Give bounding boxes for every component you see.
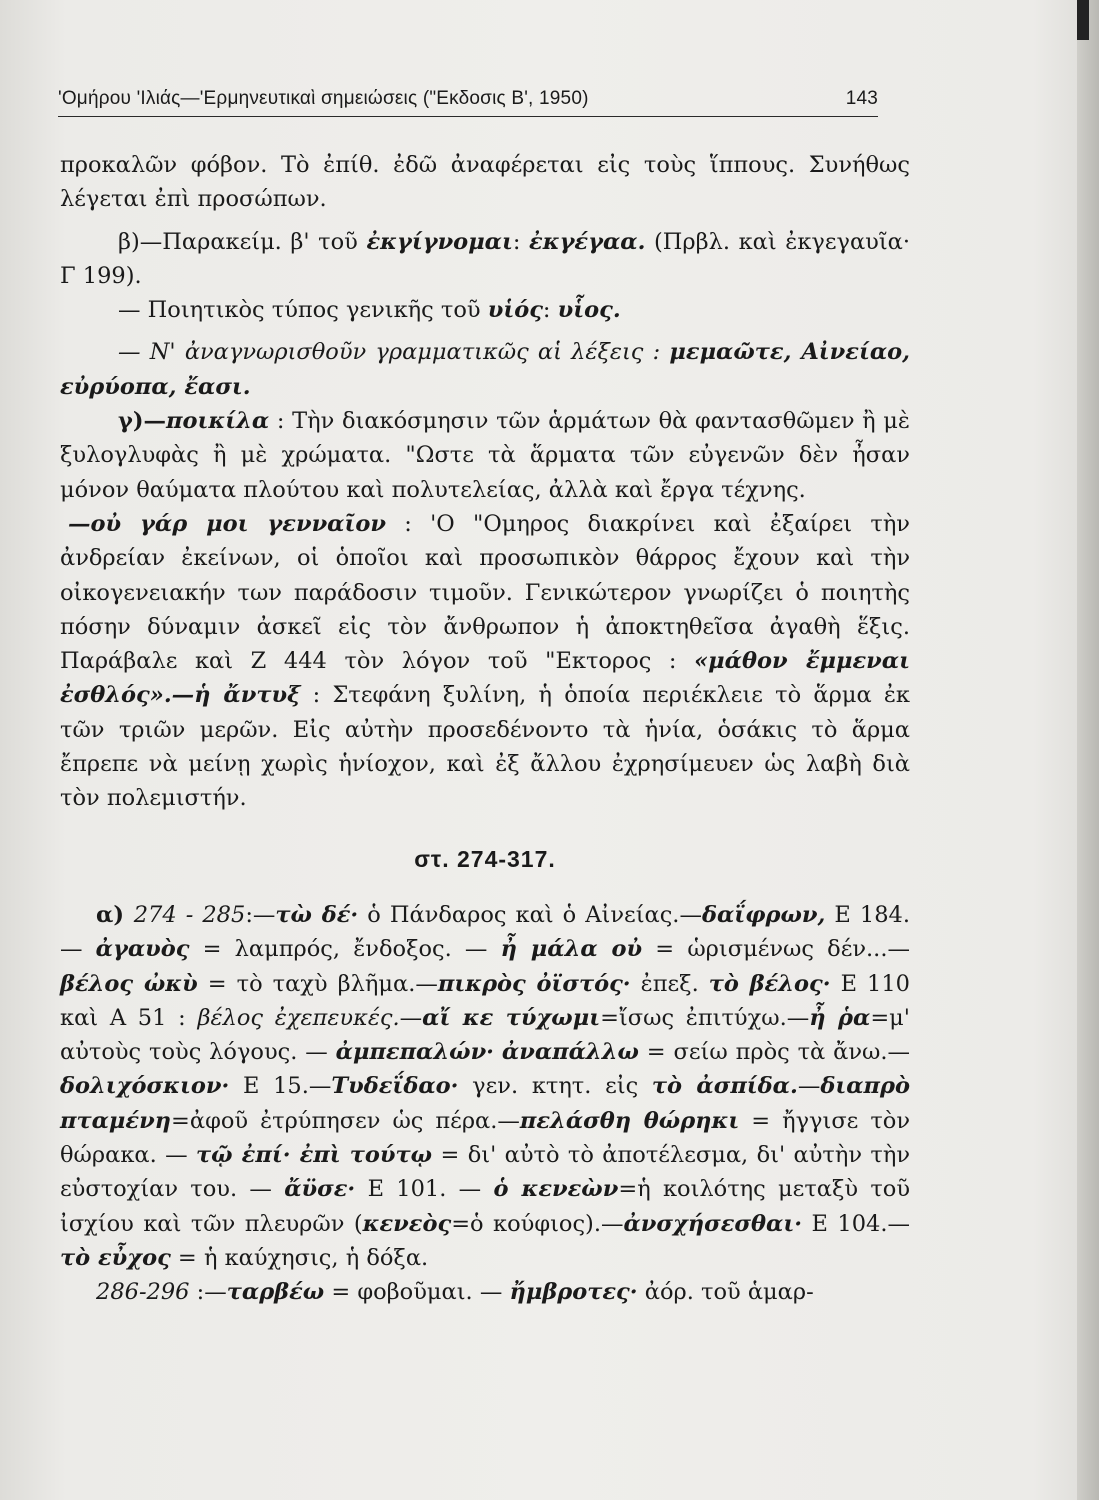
term: βέλος ὠκὺ — [60, 970, 198, 997]
paragraph — [60, 225, 910, 294]
text: = φοβοῦμαι. — — [324, 1279, 510, 1306]
text: =ἴσως ἐπιτύχω.— — [600, 1004, 810, 1031]
term: ἦ μάλα οὐ — [500, 936, 643, 963]
term: ἤμβροτες· — [509, 1279, 638, 1306]
page-number: 143 — [845, 88, 878, 109]
text: =ἀφοῦ ἐτρύπησεν ὡς πέρα.— — [171, 1107, 520, 1134]
text: =ἡ κοιλότης μεταξὺ τοῦ ἰσχίου καὶ τῶν πλευρῶν ( — [60, 1176, 910, 1237]
paragraph — [60, 507, 910, 816]
text: =ὁ κούφιος).— — [451, 1210, 624, 1237]
term: αἴ κε τύχωμι — [422, 1004, 601, 1031]
page-body — [60, 148, 910, 1310]
term: —ἡ ἄντυξ — [171, 682, 301, 709]
text: ἀόρ. τοῦ ἁμαρ- — [637, 1279, 814, 1306]
term: Τυδεΐδαο· — [331, 1073, 459, 1100]
term: ἐκγίγνομαι — [366, 228, 513, 255]
term: κενεὸς — [362, 1210, 452, 1237]
term: πελάσθη θώρηκι — [519, 1107, 740, 1134]
label: α) — [96, 901, 134, 928]
page-edge — [1077, 0, 1099, 1500]
text: = σείω πρὸς τὰ ἄνω.— — [638, 1039, 910, 1066]
term: υἷος. — [557, 297, 621, 324]
term: ἀμπεπαλών· — [335, 1039, 495, 1066]
text: Ε 101. — — [355, 1176, 494, 1203]
term: ὁ κενεὼν — [493, 1176, 619, 1203]
text: Ε 15.— — [229, 1073, 332, 1100]
text: = δι' αὐτὸ τὸ ἀποτέλεσμα, δι' αὐτὴν τὴν εὐστοχίαν του. — — [60, 1142, 911, 1203]
label: γ)— — [118, 408, 166, 435]
text: Ε 110 καὶ Α 51 : — [60, 970, 910, 1031]
text: : 'Ο "Ομηρος διακρίνει καὶ ἐξαίρει τὴν ἀνδρείαν ἐκείνων, οἱ ὁποῖοι καὶ προσωπικὸν θάρρος ἔχουν καὶ τὴν οἰκογενειακήν των παράδοσιν τιμοῦν. Γενικώτερον γνωρίζει ὁ ποιητὴς πόσην δύναμιν ἀσκεῖ εἰς τὸν ἄνθρωπον ἡ ἀποκτηθεῖσα ἀγαθὴ ἕξις. Παράβαλε καὶ Ζ 444 τὸν λόγον τοῦ "Εκτορος : — [60, 510, 910, 675]
paragraph — [60, 1275, 910, 1309]
text: — Ποιητικὸς τύπος γενικῆς τοῦ — [118, 297, 488, 324]
italic-phrase: βέλος ἐχεπευκές. — [197, 1004, 400, 1031]
term: μεμαῶτε, Αἰνείαο, εὐρύοπα, ἔασι. — [60, 339, 911, 400]
text: — Ν' ἀναγνωρισθοῦν γραμματικῶς αἱ λέξεις : — [118, 339, 670, 366]
text: : Στεφάνη ξυλίνη, ἡ ὁποία περιέκλειε τὸ ἅρμα ἐκ τῶν τριῶν μερῶν. Εἰς αὐτὴν προσεδένοντο τὰ ἡνία, ὁσάκις τὸ ἅρμα ἔπρεπε νὰ μείνῃ χωρὶς ἡνίοχον, καὶ ἐξ ἄλλου ἐχρησίμευεν ὡς λαβὴ διὰ τὸν πολεμιστήν. — [60, 682, 910, 812]
text: προκαλῶν φόβον. Τὸ ἐπίθ. ἐδῶ ἀναφέρεται εἰς τοὺς ἵππους. Συνήθως λέγεται ἐπὶ προσώπων. — [60, 152, 910, 213]
term: ἄϋσε· — [284, 1176, 356, 1203]
text: : — [512, 228, 530, 255]
text: — — [797, 1073, 821, 1100]
text: Ε 104.— — [802, 1210, 910, 1237]
scan-mark — [1077, 0, 1089, 40]
text: = ἡ καύχησις, ἡ δόξα. — [170, 1244, 429, 1271]
text: = ἤγγισε τὸν θώρακα. — — [60, 1107, 910, 1169]
term: ἀναπάλλω — [501, 1039, 639, 1066]
term: ταρβέω — [226, 1279, 325, 1306]
section-heading: στ. 274-317. — [414, 845, 556, 872]
term: τὸ εὖχος — [60, 1244, 171, 1271]
text: = τὸ ταχὺ βλῆμα.— — [197, 970, 438, 997]
running-header — [58, 88, 878, 114]
text: : Τὴν διακόσμησιν τῶν ἁρμάτων θὰ φαντασθῶμεν ἢ μὲ ξυλογλυφὰς ἢ μὲ χρώματα. "Ωστε τὰ ἅρματα τῶν εὐγενῶν δὲν ἦσαν μόνον θαύματα πλούτου καὶ πολυτελείας, ἀλλὰ καὶ ἔργα τέχνης. — [60, 408, 910, 503]
text: ὁ Πάνδαρος καὶ ὁ Αἰνείας.— — [358, 901, 702, 928]
text: — — [399, 1004, 423, 1031]
term: υἱός — [487, 297, 543, 324]
term: —οὐ γάρ μοι γενναῖον — [68, 510, 386, 537]
quote: «μάθον ἔμμεναι ἐσθλός». — [60, 648, 910, 709]
term: τὸ ἀσπίδα. — [651, 1073, 798, 1100]
paragraph — [60, 148, 910, 217]
text: = λαμπρός, ἔνδοξος. — — [189, 936, 501, 963]
running-title: 'Ομήρου 'Ιλιάς—'Ερμηνευτικαὶ σημειώσεις ("Εκδοσις Β', 1950) — [58, 88, 589, 109]
header-rule — [58, 116, 878, 117]
term: ἐκγέγαα. — [529, 228, 646, 255]
text: ἐπεξ. — [630, 970, 709, 997]
term: δαΐφρων, — [701, 901, 826, 928]
paragraph — [60, 335, 910, 404]
term: ἦ ῥα — [809, 1004, 871, 1031]
text: Ε 184. — — [60, 901, 911, 963]
term: τὸ βέλος· — [708, 970, 831, 997]
line-range: 274 - 285 — [133, 901, 246, 928]
term: ἀγαυὸς — [95, 936, 190, 963]
term: ἀνσχήσεσθαι· — [623, 1210, 803, 1237]
paragraph — [60, 898, 910, 1275]
paragraph — [60, 293, 910, 327]
term: πικρὸς ὀϊστός· — [437, 970, 631, 997]
term: δολιχόσκιον· — [60, 1073, 230, 1100]
text: : — [542, 297, 558, 324]
label: β)—Παρακείμ. β' τοῦ — [118, 228, 367, 255]
text — [494, 1039, 502, 1065]
text: = ὡρισμένως δέν...— — [642, 936, 910, 963]
term: διαπρὸ πταμένη — [60, 1073, 910, 1134]
line-range: 286-296 — [96, 1279, 190, 1306]
text: :— — [189, 1279, 227, 1306]
term: ποικίλα — [166, 408, 270, 435]
text: :— — [245, 901, 276, 928]
text: γεν. κτητ. εἰς — [458, 1073, 652, 1100]
term: τὼ δέ· — [275, 901, 359, 928]
text: =μ' αὐτοὺς τοὺς λόγους. — — [60, 1004, 910, 1066]
paragraph — [60, 404, 910, 507]
term: τῷ ἐπί· ἐπὶ τούτῳ — [196, 1142, 433, 1169]
text: (Πρβλ. καὶ ἐκγεγαυῖα· Γ 199). — [60, 228, 910, 289]
